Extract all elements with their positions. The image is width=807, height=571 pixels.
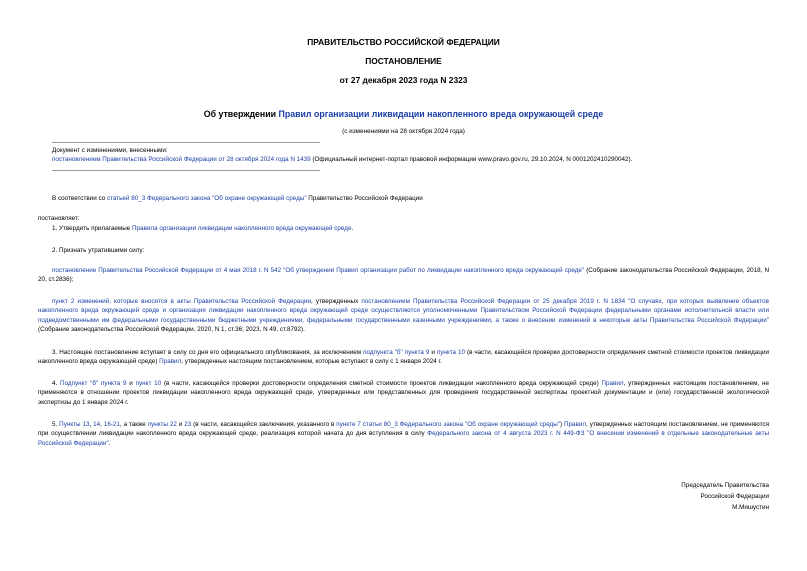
rules-link-p3[interactable]: Правил (159, 358, 182, 366)
resolution-1834-link[interactable]: постановлением Правительства Российской Федерации от 25 декабря 2019 г. N 1834 "О случаях, при которых выявление объектов накопленного вреда окружающей среде и организация ликвидации накопленного вреда окружающей среде осуществляются уполномоченными Правительством Российской Федерации федеральными органами исполнительной власти или подведомственными им федеральными государственными бюджетными учреждениями, федеральными государственными казенными учреждениями, а также о внесении изменений в некоторые акты Правительства Российской Федерации" (38, 298, 769, 324)
document-type: ПОСТАНОВЛЕНИЕ (365, 56, 442, 66)
approved-rules-link[interactable]: Правила организации ликвидации накопленного вреда окружающей среде (132, 225, 352, 232)
document-date-number: от 27 декабря 2023 года N 2323 (339, 75, 468, 85)
point-23-link[interactable]: 23 (184, 421, 192, 428)
subpoint-b-point-9-link-p4[interactable]: Подпункт "б" пункта 9 (60, 380, 127, 387)
article-80-3-link[interactable]: статьей 80_3 Федерального закона "Об охране окружающей среды" (106, 195, 307, 202)
subpoint-b-point-9-link[interactable]: подпункта "б" пункта 9 (363, 349, 430, 356)
signature-organization: Российской Федерации (700, 493, 769, 500)
changes-label: Документ с изменениями, внесенными: (52, 147, 168, 154)
paragraph-2a: постановление Правительства Российской Федерации от 4 мая 2018 г. N 542 "Об утверждении Правил организации работ по ликвидации накопленного вреда окружающей среде" (Собрание законодательства Российской Федерации, 2018, N 20, ст.2836); (38, 267, 769, 284)
document-title: Об утверждении Правил организации ликвидации накопленного вреда окружающей среде (203, 109, 604, 119)
paragraph-5: 5. Пункты 13, 14, 16-21, а также пункты 22 и 23 (в части, касающейся заключения, указанного в пункте 7 статьи 80_3 Федерального закона "Об охране окружающей среды") Правил, утвержденных настоящим постановлением, не применяются при осуществлении ликвидации накопленного вреда окружающей среде, реализация которой начата до дня вступления в силу Федерального закона от 4 августа 2023 г. N 449-ФЗ "О внесении изменений в отдельные законодательные акты Российской Федерации". (38, 421, 769, 447)
rules-link-p5[interactable]: Правил (564, 421, 587, 428)
rules-title-link[interactable]: Правил организации ликвидации накопленного вреда окружающей среде (278, 109, 604, 119)
point-22-link[interactable]: пункты 22 (147, 421, 177, 428)
preamble: В соответствии со статьей 80_3 Федерального закона "Об охране окружающей среды" Правительство Российской Федерации (52, 195, 423, 202)
paragraph-2b: пункт 2 изменений, которые вносятся в акты Правительства Российской Федерации, утвержденных постановлением Правительства Российской Федерации от 25 декабря 2019 г. N 1834 "О случаях, при которых выявление объектов накопленного вреда окружающей среде и организация ликвидации накопленного вреда окружающей среде осуществляются уполномоченными Правительством Российской Федерации федеральными органами исполнительной власти или подведомственными им федеральными государственными бюджетными учреждениями, федеральными государственными казенными учреждениями, а также о внесении изменений в некоторые акты Правительства Российской Федерации" (Собрание законодательства Российской Федерации, 2020, N 1, ст.36; 2023, N 49, ст.8792). (38, 298, 769, 334)
paragraph-3: 3. Настоящее постановление вступает в силу со дня его официального опубликования, за исключением подпункта "б" пункта 9 и пункта 10 (в части, касающейся проверки достоверности определения сметной стоимости проектов ликвидации накопленного вреда окружающей среде) Правил, утвержденных настоящим постановлением, которые вступают в силу с 1 января 2024 г. (38, 349, 769, 366)
changes-bottom-divider (52, 170, 320, 171)
point-14-link[interactable]: 14 (93, 421, 101, 428)
point-10-link[interactable]: пункта 10 (436, 349, 466, 356)
decides-label: постановляет: (38, 215, 80, 222)
points-16-21-link[interactable]: 16-21 (103, 421, 120, 428)
article-80-3-point-7-link[interactable]: пункте 7 статьи 80_3 Федерального закона "Об охране окружающей среды" (336, 421, 560, 428)
amendment-1439-link[interactable]: постановлением Правительства Российской Федерации от 28 октября 2024 года N 1439 (52, 156, 311, 164)
changes-top-divider (52, 142, 320, 143)
point-10-link-p4[interactable]: пункт 10 (135, 380, 162, 387)
signature-position: Председатель Правительства (681, 482, 769, 489)
signature-name: М.Мишустин (732, 504, 769, 511)
federal-law-449-link[interactable]: Федерального закона от 4 августа 2023 г. N 449-ФЗ "О внесении изменений в отдельные законодательные акты Российской Федерации" (38, 430, 769, 447)
government-header: ПРАВИТЕЛЬСТВО РОССИЙСКОЙ ФЕДЕРАЦИИ (307, 37, 500, 47)
paragraph-2: 2. Признать утратившими силу: (52, 247, 145, 254)
paragraph-1: 1. Утвердить прилагаемые Правила организации ликвидации накопленного вреда окружающей среде. (52, 225, 354, 232)
rules-link-p4[interactable]: Правил (601, 380, 624, 387)
point-13-link[interactable]: Пункты 13 (59, 421, 90, 428)
edition-note: (с изменениями на 28 октября 2024 года) (342, 128, 465, 135)
paragraph-4: 4. Подпункт "б" пункта 9 и пункт 10 (в части, касающейся проверки достоверности определения сметной стоимости проектов ликвидации накопленного вреда окружающей среде) Правил, утвержденных настоящим постановлением, не применяются в отношении проектов ликвидации накопленного вреда окружающей среде, утвержденных или представленных для проведения государственной экспертизы проектной документации и (или) государственной экологической экспертизы до 1 января 2024 г. (38, 380, 769, 406)
signature-block (681, 480, 769, 513)
changes-point-2-link[interactable]: пункт 2 изменений, которые вносятся в акты Правительства Российской Федерации (52, 298, 312, 305)
changes-block: Документ с изменениями, внесенными: постановлением Правительства Российской Федерации от 28 октября 2024 года N 1439 (Официальный интернет-портал правовой информации www.pravo.gov.ru, 29.10.2024, N 0001202410290042). (52, 146, 772, 165)
resolution-542-link[interactable]: постановление Правительства Российской Федерации от 4 мая 2018 г. N 542 "Об утверждении Правил организации работ по ликвидации накопленного вреда окружающей среде" (52, 267, 585, 274)
